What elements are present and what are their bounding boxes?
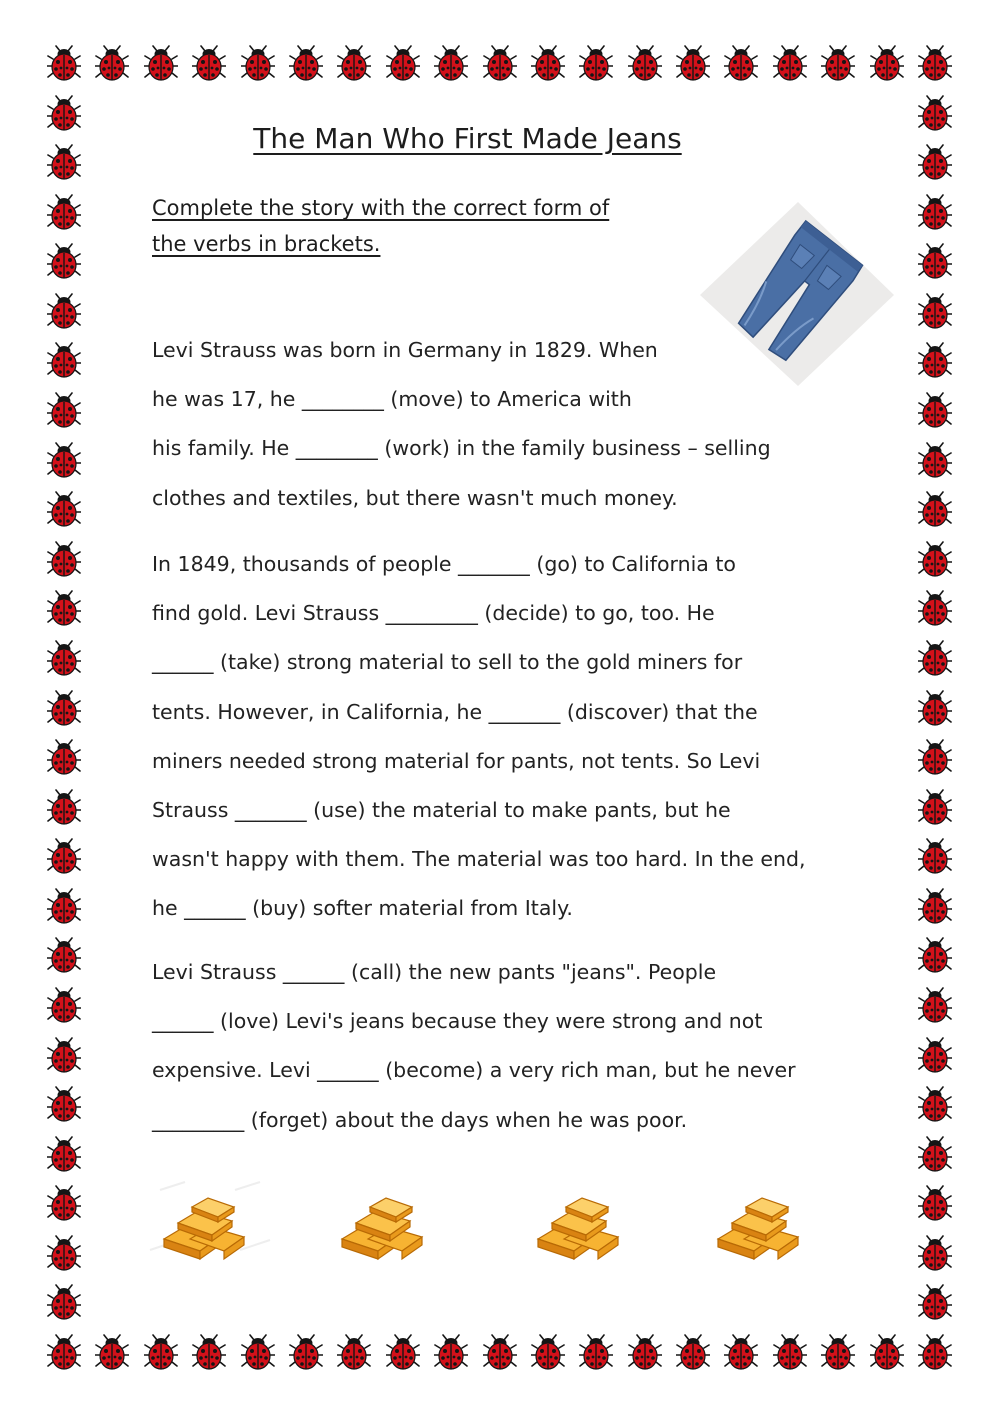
ladybug-icon [47, 987, 81, 1025]
ladybug-icon [918, 1136, 952, 1174]
ladybug-icon [483, 1334, 517, 1372]
ladybug-icon [918, 888, 952, 926]
ladybug-icon [47, 640, 81, 678]
story-line: Levi Strauss was born in Germany in 1829. When [152, 338, 658, 362]
ladybug-icon [47, 491, 81, 529]
story-line: he ______ (buy) softer material from Italy. [152, 896, 573, 921]
story-line: wasn't happy with them. The material was too hard. In the end, [152, 847, 806, 872]
ladybug-icon [918, 45, 952, 83]
ladybug-icon [144, 45, 178, 83]
story-line: ______ (love) Levi's jeans because they were strong and not [152, 1009, 763, 1034]
ladybug-icon [47, 1136, 81, 1174]
ladybug-icon [918, 342, 952, 380]
ladybug-icon [47, 789, 81, 827]
ladybug-icon [918, 937, 952, 975]
ladybug-icon [386, 45, 420, 83]
ladybug-icon [579, 1334, 613, 1372]
ladybug-icon [918, 1334, 952, 1372]
ladybug-icon [724, 45, 758, 83]
story-line: expensive. Levi ______ (become) a very rich man, but he never [152, 1058, 796, 1083]
ladybug-icon [918, 1037, 952, 1075]
ladybug-icon [337, 1334, 371, 1372]
ladybug-icon [47, 541, 81, 579]
ladybug-icon [918, 1086, 952, 1124]
ladybug-icon [628, 45, 662, 83]
ladybug-icon [47, 590, 81, 628]
ladybug-icon [192, 45, 226, 83]
ladybug-icon [289, 1334, 323, 1372]
story-line: ______ (take) strong material to sell to the gold miners for [152, 650, 743, 675]
ladybug-icon [144, 1334, 178, 1372]
story-paragraph-3 [152, 948, 796, 1145]
ladybug-icon [47, 243, 81, 281]
ladybug-icon [918, 491, 952, 529]
ladybug-icon [289, 45, 323, 83]
ladybug-icon [531, 1334, 565, 1372]
ladybug-icon [918, 1185, 952, 1223]
ladybug-icon [870, 45, 904, 83]
ladybug-icon [386, 1334, 420, 1372]
ladybug-icon [918, 690, 952, 728]
ladybug-icon [192, 1334, 226, 1372]
ladybug-icon [870, 1334, 904, 1372]
page-title: The Man Who First Made Jeans [253, 122, 682, 155]
ladybug-icon [918, 789, 952, 827]
gold-bars-icon [536, 1195, 620, 1261]
gold-bars-icon [162, 1195, 246, 1261]
ladybug-icon [918, 1235, 952, 1273]
ladybug-icon [47, 1334, 81, 1372]
ladybug-icon [47, 45, 81, 83]
ladybug-icon [918, 739, 952, 777]
story-line: miners needed strong material for pants, not tents. So Levi [152, 748, 761, 773]
ladybug-icon [918, 640, 952, 678]
ladybug-icon [47, 442, 81, 480]
ladybug-icon [47, 1037, 81, 1075]
ladybug-icon [47, 739, 81, 777]
ladybug-icon [676, 45, 710, 83]
story-line: find gold. Levi Strauss _________ (decide) to go, too. He [152, 601, 715, 626]
ladybug-icon [918, 1284, 952, 1322]
ladybug-icon [918, 392, 952, 430]
ladybug-icon [918, 243, 952, 281]
ladybug-icon [531, 45, 565, 83]
gold-bars-icon [340, 1195, 424, 1261]
ladybug-icon [918, 293, 952, 331]
instructions-line-2: the verbs in brackets. [152, 232, 381, 256]
gold-bars-icon [716, 1195, 800, 1261]
ladybug-icon [47, 1235, 81, 1273]
ladybug-icon [918, 442, 952, 480]
ladybug-icon [773, 1334, 807, 1372]
story-line: In 1849, thousands of people _______ (go) to California to [152, 552, 736, 576]
ladybug-icon [47, 1185, 81, 1223]
ladybug-icon [241, 45, 275, 83]
ladybug-icon [724, 1334, 758, 1372]
story-line: his family. He ________ (work) in the family business – selling [152, 436, 771, 461]
ladybug-icon [47, 293, 81, 331]
ladybug-icon [434, 1334, 468, 1372]
story-line: Strauss _______ (use) the material to make pants, but he [152, 798, 731, 823]
story-line: Levi Strauss ______ (call) the new pants "jeans". People [152, 960, 717, 984]
story-paragraph-2 [152, 540, 805, 934]
ladybug-icon [47, 690, 81, 728]
ladybug-icon [918, 590, 952, 628]
ladybug-icon [337, 45, 371, 83]
ladybug-icon [821, 1334, 855, 1372]
ladybug-icon [483, 45, 517, 83]
ladybug-icon [47, 838, 81, 876]
ladybug-icon [47, 1284, 81, 1322]
ladybug-icon [918, 194, 952, 232]
ladybug-icon [241, 1334, 275, 1372]
ladybug-icon [773, 45, 807, 83]
ladybug-icon [47, 392, 81, 430]
ladybug-icon [821, 45, 855, 83]
story-line: tents. However, in California, he _______ (discover) that the [152, 699, 758, 724]
ladybug-icon [918, 541, 952, 579]
ladybug-icon [676, 1334, 710, 1372]
instructions [152, 190, 682, 262]
ladybug-icon [47, 937, 81, 975]
instructions-line-1: Complete the story with the correct form of [152, 196, 610, 220]
story-line: clothes and textiles, but there wasn't much money. [152, 485, 678, 510]
ladybug-icon [628, 1334, 662, 1372]
ladybug-icon [434, 45, 468, 83]
ladybug-icon [95, 45, 129, 83]
ladybug-icon [47, 1086, 81, 1124]
ladybug-icon [918, 987, 952, 1025]
ladybug-icon [918, 838, 952, 876]
story-paragraph-1 [152, 326, 771, 523]
ladybug-icon [47, 888, 81, 926]
ladybug-icon [579, 45, 613, 83]
ladybug-icon [47, 342, 81, 380]
ladybug-icon [95, 1334, 129, 1372]
ladybug-icon [47, 194, 81, 232]
story-line: _________ (forget) about the days when he was poor. [152, 1107, 688, 1132]
story-line: he was 17, he ________ (move) to America with [152, 387, 632, 412]
